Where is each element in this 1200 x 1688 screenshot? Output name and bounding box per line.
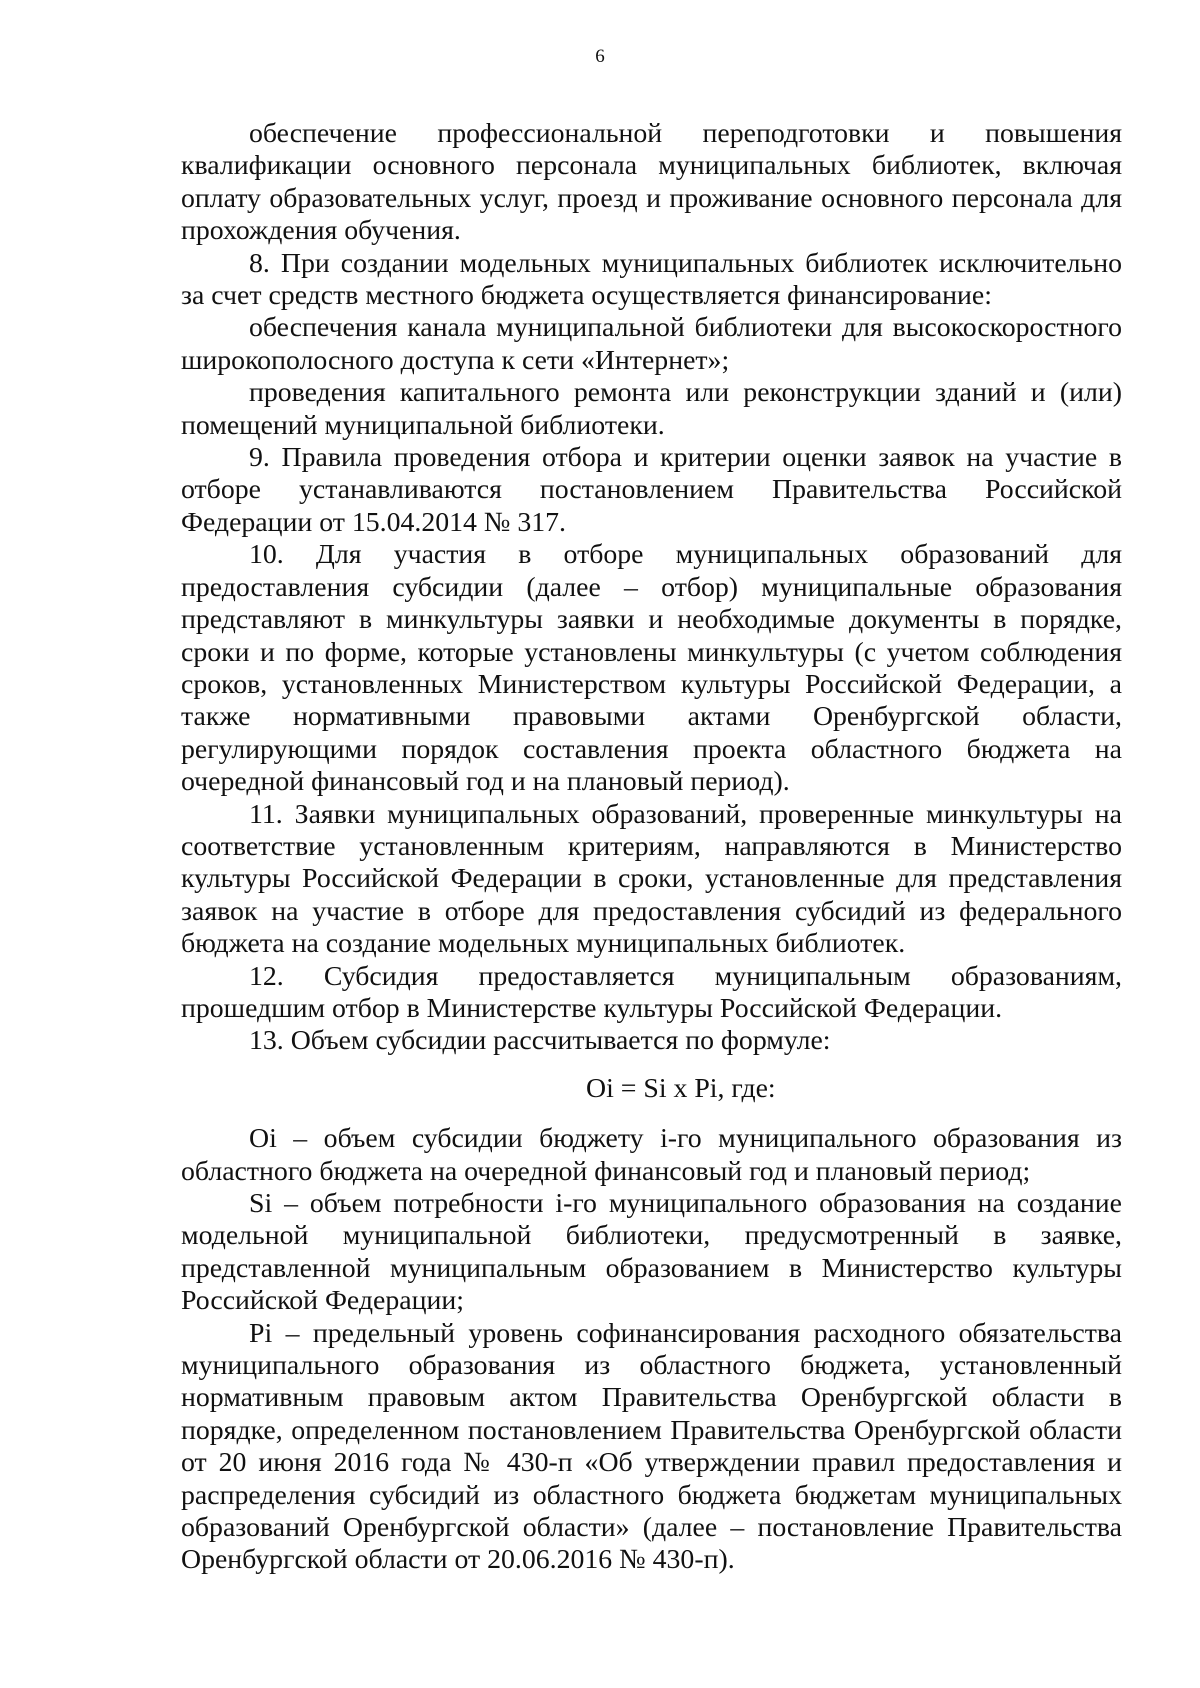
paragraph-item-12: 12. Субсидия предоставляется муниципальным образованиям, прошедшим отбор в Министерстве культуры Российской Федерации. [181,960,1122,1024]
paragraph-capital-repair: проведения капитального ремонта или реконструкции зданий и (или) помещений муниципальной библиотеки. [181,377,1122,441]
paragraph-item-13: 13. Объем субсидии рассчитывается по формуле: [249,1025,831,1057]
definition-oi: Oi – объем субсидии бюджету i-го муниципального образования из областного бюджета на очередной финансовый год и плановый период; [181,1123,1122,1187]
page-number: 6 [595,46,605,67]
paragraph-training-costs: обеспечение профессиональной переподготовки и повышения квалификации основного персонала муниципальных библиотек, включая оплату образовательных услуг, проезд и проживание основного персонала для прохождения обучения. [181,118,1122,247]
paragraph-internet-channel: обеспечения канала муниципальной библиотеки для высокоскоростного широкополосного доступа к сети «Интернет»; [181,312,1122,376]
subsidy-formula: Oi = Si x Pi, где: [586,1072,776,1104]
paragraph-item-9: 9. Правила проведения отбора и критерии оценки заявок на участие в отборе устанавливаются постановлением Правительства Российской Федерации от 15.04.2014 № 317. [181,442,1122,538]
paragraph-item-8: 8. При создании модельных муниципальных библиотек исключительно за счет средств местного бюджета осуществляется финансирование: [181,247,1122,312]
paragraph-item-11: 11. Заявки муниципальных образований, проверенные минкультуры на соответствие установленным критериям, направляются в Министерство культуры Российской Федерации в сроки, установленные для представления заявок на участие в отборе для предоставления субсидий из федерального бюджета на создание модельных муниципальных библиотек. [181,798,1122,960]
definition-pi: Pi – предельный уровень софинансирования расходного обязательства муниципального образования из областного бюджета, установленный нормативным правовым актом Правительства Оренбургской области в порядке, определенном постановлением Правительства Оренбургской области от 20 июня 2016 года № 430-п «Об утверждении правил предоставления и распределения субсидий из областного бюджета бюджетам муниципальных образований Оренбургской области» (далее – постановление Правительства Оренбургской области от 20.06.2016 № 430-п). [181,1317,1122,1576]
paragraph-item-10: 10. Для участия в отборе муниципальных образований для предоставления субсидии (далее – отбор) муниципальные образования представляют в минкультуры заявки и необходимые документы в порядке, сроки и по форме, которые установлены минкультуры (с учетом соблюдения сроков, установленных Министерством культуры Российской Федерации, а также нормативными правовыми актами Оренбургской области, регулирующими порядок составления проекта областного бюджета на очередной финансовый год и на плановый период). [181,539,1122,798]
definition-si: Si – объем потребности i-го муниципального образования на создание модельной муниципальной библиотеки, предусмотренный в заявке, представленной муниципальным образованием в Министерство культуры Российской Федерации; [181,1188,1122,1317]
document-body [181,118,1122,1577]
